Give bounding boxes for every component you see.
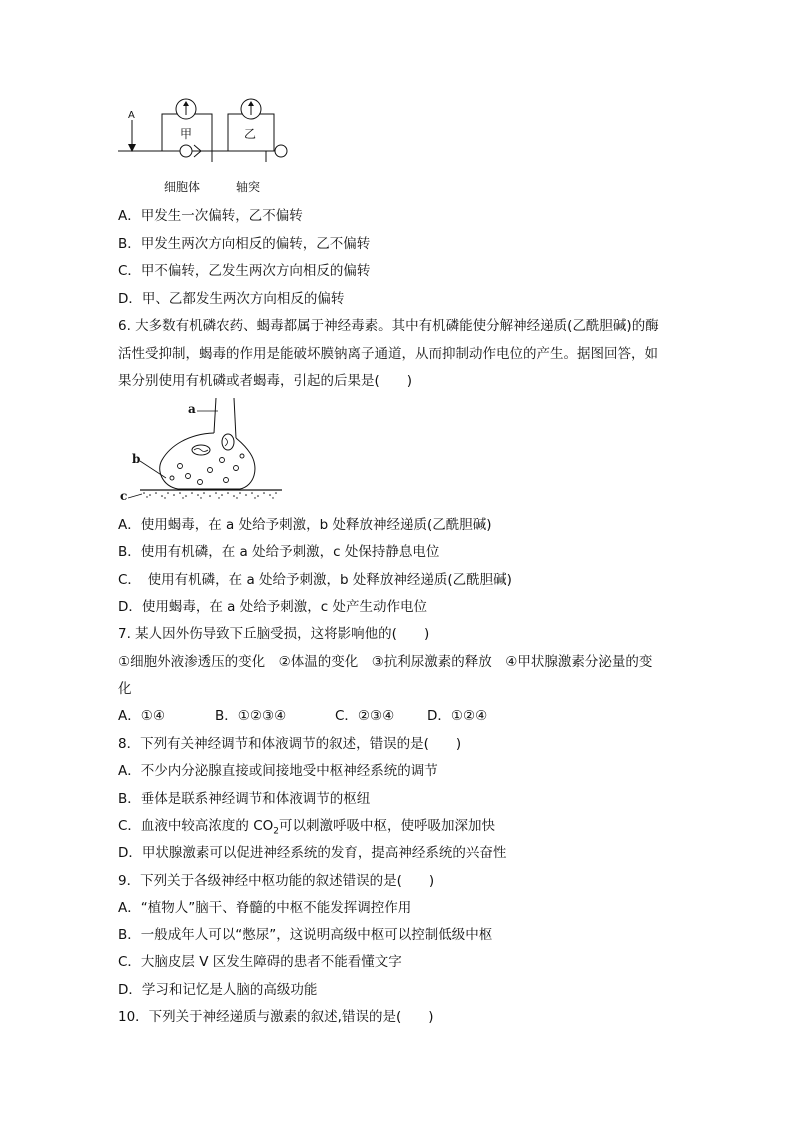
q6-option-d: D．使用蝎毒，在 a 处给予刺激，c 处产生动作电位 xyxy=(118,599,427,615)
q6-option-a: A．使用蝎毒，在 a 处给予刺激，b 处释放神经递质(乙酰胆碱) xyxy=(118,517,492,533)
q8-option-c xyxy=(118,816,495,842)
label-axon: 轴突 xyxy=(236,180,261,194)
label-b-terminal: b xyxy=(132,452,141,466)
label-a-axon: a xyxy=(188,402,196,416)
q9-stem: 9．下列关于各级神经中枢功能的叙述错误的是( ) xyxy=(118,873,435,889)
label-soma: 细胞体 xyxy=(164,180,201,194)
label-yi: 乙 xyxy=(244,127,257,141)
q7-option-c: C．②③④ xyxy=(335,708,395,724)
q7-options xyxy=(118,706,518,726)
q7-stem: 7. 某人因外伤导致下丘脑受损，这将影响他的( ) xyxy=(118,626,430,642)
q7-option-b: B．①②③④ xyxy=(215,708,287,724)
label-a: A xyxy=(128,110,135,121)
neuron-circuit-diagram xyxy=(118,92,308,197)
synapse-figure xyxy=(118,398,288,508)
q10-stem: 10．下列关于神经递质与激素的叙述,错误的是( ) xyxy=(118,1009,434,1025)
q5-option-b: B．甲发生两次方向相反的偏转，乙不偏转 xyxy=(118,236,371,252)
q7-items-line-2: 化 xyxy=(118,681,132,697)
synapse-diagram xyxy=(118,398,288,508)
q6-stem-line-2: 活性受抑制，蝎毒的作用是能破坏膜钠离子通道，从而抑制动作电位的产生。据图回答，如 xyxy=(118,346,658,362)
q5-option-c: C．甲不偏转，乙发生两次方向相反的偏转 xyxy=(118,263,371,279)
q6-option-b: B．使用有机磷，在 a 处给予刺激，c 处保持静息电位 xyxy=(118,544,440,560)
q9-option-d: D．学习和记忆是人脑的高级功能 xyxy=(118,982,318,998)
galvanometer-figure xyxy=(118,92,308,197)
q6-stem-line-1: 6. 大多数有机磷农药、蝎毒都属于神经毒素。其中有机磷能使分解神经递质(乙酰胆碱)的酶 xyxy=(118,318,659,334)
q8-option-c-before: C．血液中较高浓度的 CO xyxy=(118,818,274,834)
q8-option-d: D．甲状腺激素可以促进神经系统的发育，提高神经系统的兴奋性 xyxy=(118,845,507,861)
q8-stem: 8．下列有关神经调节和体液调节的叙述，错误的是( ) xyxy=(118,736,462,752)
q7-option-a: A．①④ xyxy=(118,708,165,724)
q7-items-line-1: ①细胞外液渗透压的变化 ②体温的变化 ③抗利尿激素的释放 ④甲状腺激素分泌量的变 xyxy=(118,654,653,670)
q7-option-d: D．①②④ xyxy=(427,708,488,724)
q8-option-b: B．垂体是联系神经调节和体液调节的枢纽 xyxy=(118,791,371,807)
q9-option-a: A．“植物人”脑干、脊髓的中枢不能发挥调控作用 xyxy=(118,900,412,916)
q8-option-c-after: 可以刺激呼吸中枢，使呼吸加深加快 xyxy=(279,818,496,834)
q8-option-a: A．不少内分泌腺直接或间接地受中枢神经系统的调节 xyxy=(118,763,438,779)
q5-option-a: A．甲发生一次偏转，乙不偏转 xyxy=(118,208,303,224)
q6-stem-line-3: 果分别使用有机磷或者蝎毒，引起的后果是( ) xyxy=(118,373,413,389)
label-jia: 甲 xyxy=(180,127,193,141)
q9-option-b: B．一般成年人可以“憋尿”，这说明高级中枢可以控制低级中枢 xyxy=(118,927,493,943)
q9-option-c: C．大脑皮层 V 区发生障碍的患者不能看懂文字 xyxy=(118,954,402,970)
label-c-membrane: c xyxy=(120,489,128,503)
q5-option-d: D．甲、乙都发生两次方向相反的偏转 xyxy=(118,291,345,307)
q8-option-c-subscript: 2 xyxy=(273,826,280,837)
q6-option-c: C． 使用有机磷，在 a 处给予刺激，b 处释放神经递质(乙酰胆碱) xyxy=(118,572,512,588)
